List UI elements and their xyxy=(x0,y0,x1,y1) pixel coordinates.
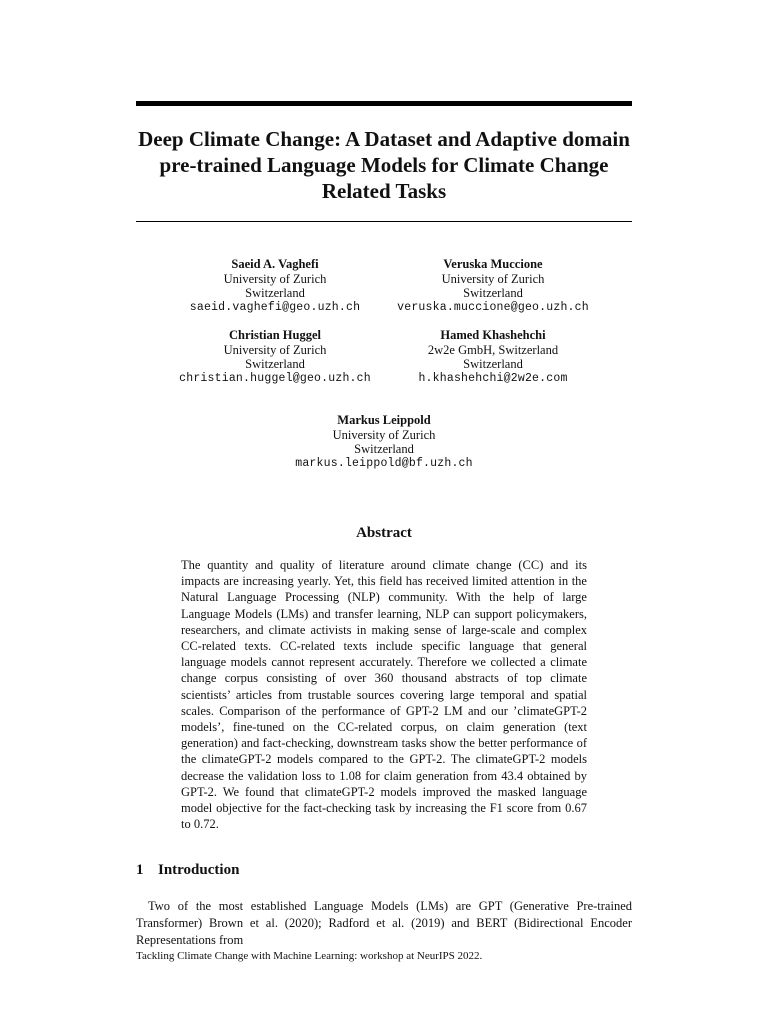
author-country: Switzerland xyxy=(463,357,523,372)
author-block xyxy=(382,328,604,386)
author-email: markus.leippold@bf.uzh.ch xyxy=(295,456,473,470)
author-name: Veruska Muccione xyxy=(443,257,543,271)
author-email: veruska.muccione@geo.uzh.ch xyxy=(397,300,589,314)
section-title: Introduction xyxy=(158,862,240,878)
author-name: Markus Leippold xyxy=(337,413,431,427)
author-email: h.khashehchi@2w2e.com xyxy=(418,371,568,385)
author-name: Hamed Khashehchi xyxy=(440,328,546,342)
title-rule xyxy=(136,221,632,222)
author-block xyxy=(165,328,385,386)
author-email: saeid.vaghefi@geo.uzh.ch xyxy=(189,300,361,314)
abstract-text: The quantity and quality of literature around climate change (CC) and its impacts are increasing yearly. Yet, this field has received limited attention in the Natural Language Processing (NLP) community. With the help of large Language Models (LMs) and transfer learning, NLP can support policymakers, researchers, and climate activists in making sense of large-scale and complex CC-related texts. CC-related texts include specific language that general language models cannot represent accurately. Therefore we collected a climate change corpus consisting of over 360 thousand abstracts of top climate scientists’ articles from trustable sources covering large temporal and spatial scales. Comparison of the performance of GPT-2 LM and our ’climateGPT-2 models’, fine-tuned on the CC-related corpus, on claim generation (text generation) and fact-checking, downstream tasks show the better performance of the climateGPT-2 models compared to the GPT-2. The climateGPT-2 models decrease the validation loss to 1.08 for claim generation from 43.4 obtained by GPT-2. We found that climateGPT-2 models improved the masked language model objective for the fact-checking task by increasing the F1 score from 0.67 to 0.72. xyxy=(181,558,587,832)
intro-paragraph: Two of the most established Language Models (LMs) are GPT (Generative Pre-trained Transformer) Brown et al. (2020); Radford et al. (2019) and BERT (Bidirectional Encoder Representations from xyxy=(136,899,632,947)
top-rule xyxy=(136,101,632,106)
author-name: Saeid A. Vaghefi xyxy=(231,257,319,271)
author-affiliation: University of Zurich xyxy=(223,342,327,357)
author-country: Switzerland xyxy=(354,442,414,457)
author-affiliation: University of Zurich xyxy=(332,427,436,442)
author-affiliation: University of Zurich xyxy=(441,271,545,286)
author-name: Christian Huggel xyxy=(228,328,322,342)
author-affiliation: 2w2e GmbH, Switzerland xyxy=(427,342,559,357)
paper-title: Deep Climate Change: A Dataset and Adaptive domain pre-trained Language Models for Climate Change Related Tasks xyxy=(138,127,630,203)
author-country: Switzerland xyxy=(463,286,523,301)
section-number: 1 xyxy=(136,862,144,878)
abstract-heading: Abstract xyxy=(356,525,412,541)
author-email: christian.huggel@geo.uzh.ch xyxy=(179,371,371,385)
author-affiliation: University of Zurich xyxy=(223,271,327,286)
author-block xyxy=(274,413,494,471)
author-country: Switzerland xyxy=(245,357,305,372)
footer-note: Tackling Climate Change with Machine Learning: workshop at NeurIPS 2022. xyxy=(136,950,483,962)
author-country: Switzerland xyxy=(245,286,305,301)
section-heading xyxy=(136,862,239,879)
author-block xyxy=(165,257,385,315)
author-block xyxy=(382,257,604,315)
